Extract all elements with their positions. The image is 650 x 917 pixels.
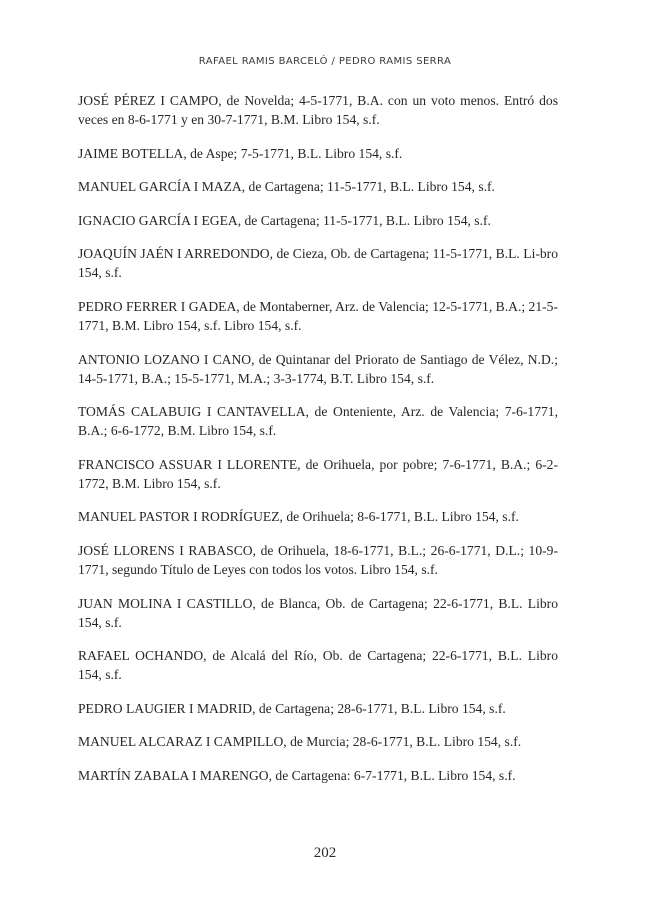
page-number: 202 [313, 845, 337, 861]
entry-lozano-i-cano: ANTONIO LOZANO I CANO, de Quintanar del Priorato de Santiago de Vélez, N.D.; 14-5-1771, B.A.; 15-5-1771, M.A.; 3-3-1774, B.T. Libro 154, s.f. [78, 351, 558, 386]
entry-list [78, 91, 558, 800]
entry-assuar-i-llorente: FRANCISCO ASSUAR I LLORENTE, de Orihuela, por pobre; 7-6-1771, B.A.; 6-2-1772, B.M. Libro 154, s.f. [78, 456, 558, 491]
entry-calabuig-i-cantavella: TOMÁS CALABUIG I CANTAVELLA, de Onteniente, Arz. de Valencia; 7-6-1771, B.A.; 6-6-1772, B.M. Libro 154, s.f. [78, 404, 558, 439]
running-head: RAFAEL RAMIS BARCELÓ / PEDRO RAMIS SERRA [198, 56, 452, 67]
entry-jaen-i-arredondo: JOAQUÍN JAÉN I ARREDONDO, de Cieza, Ob. de Cartagena; 11-5-1771, B.L. Li-bro 154, s.f. [78, 246, 558, 281]
entry-laugier-i-madrid: PEDRO LAUGIER I MADRID, de Cartagena; 28-6-1771, B.L. Libro 154, s.f. [78, 700, 506, 716]
entry-alcaraz-i-campillo: MANUEL ALCARAZ I CAMPILLO, de Murcia; 28-6-1771, B.L. Libro 154, s.f. [78, 734, 522, 750]
entry-llorens-i-rabasco: JOSÉ LLORENS I RABASCO, de Orihuela, 18-6-1771, B.L.; 26-6-1771, D.L.; 10-9-1771, segundo Título de Leyes con todos los votos. Libro 154, s.f. [78, 542, 558, 577]
entry-botella: JAIME BOTELLA, de Aspe; 7-5-1771, B.L. Libro 154, s.f. [78, 145, 403, 161]
entry-garcia-i-maza: MANUEL GARCÍA I MAZA, de Cartagena; 11-5-1771, B.L. Libro 154, s.f. [78, 179, 495, 195]
entry-ferrer-i-gadea: PEDRO FERRER I GADEA, de Montaberner, Arz. de Valencia; 12-5-1771, B.A.; 21-5-1771, B.M. Libro 154, s.f. Libro 154, s.f. [78, 298, 558, 333]
entry-zabala-i-marengo: MARTÍN ZABALA I MARENGO, de Cartagena: 6-7-1771, B.L. Libro 154, s.f. [78, 767, 516, 783]
entry-ochando: RAFAEL OCHANDO, de Alcalá del Río, Ob. de Cartagena; 22-6-1771, B.L. Libro 154, s.f. [78, 648, 558, 683]
entry-garcia-i-egea: IGNACIO GARCÍA I EGEA, de Cartagena; 11-5-1771, B.L. Libro 154, s.f. [78, 212, 491, 228]
entry-perez-i-campo: JOSÉ PÉREZ I CAMPO, de Novelda; 4-5-1771, B.A. con un voto menos. Entró dos veces en 8-6-1771 y en 30-7-1771, B.M. Libro 154, s.f. [78, 93, 558, 127]
entry-molina-i-castillo: JUAN MOLINA I CASTILLO, de Blanca, Ob. de Cartagena; 22-6-1771, B.L. Libro 154, s.f. [78, 595, 558, 630]
entry-pastor-i-rodriguez: MANUEL PASTOR I RODRÍGUEZ, de Orihuela; 8-6-1771, B.L. Libro 154, s.f. [78, 509, 519, 525]
